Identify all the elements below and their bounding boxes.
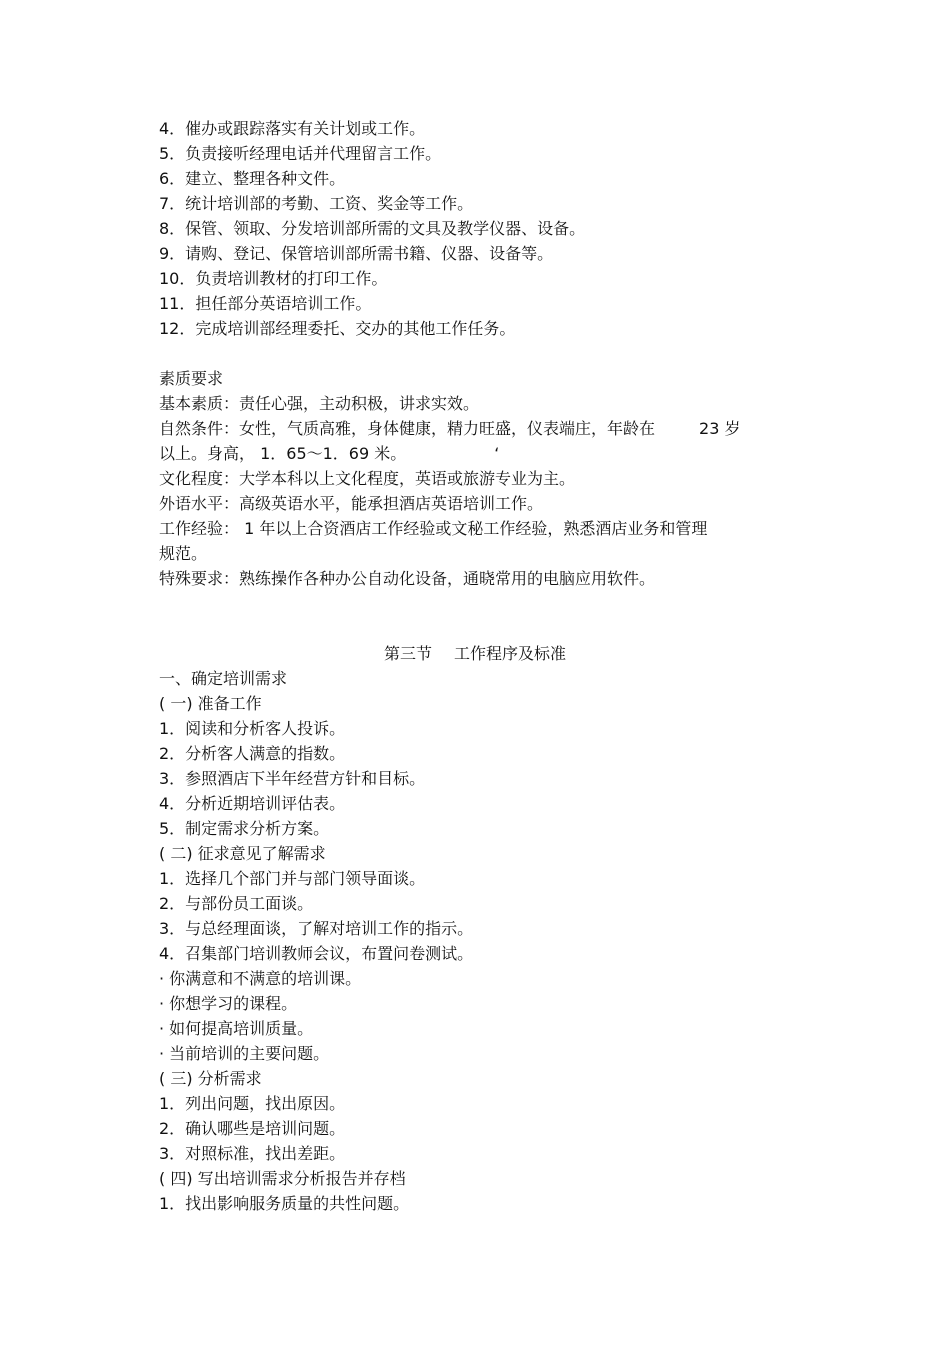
procedure-line: 3．对照标准，找出差距。	[159, 1144, 346, 1163]
procedure-line: ( 四) 写出培训需求分析报告并存档	[159, 1169, 406, 1188]
quality-basic: 基本素质：责任心强，主动积极，讲求实效。	[159, 394, 480, 413]
qualities-heading: 素质要求	[159, 369, 224, 388]
duty-item: 5．负责接听经理电话并代理留言工作。	[159, 144, 442, 163]
procedure-line: · 当前培训的主要问题。	[159, 1044, 330, 1063]
duty-item: 8．保管、领取、分发培训部所需的文具及教学仪器、设备。	[159, 219, 586, 238]
quality-experience: 工作经验： 1 年以上合资酒店工作经验或文秘工作经验，熟悉酒店业务和管理	[159, 519, 708, 538]
quality-education: 文化程度：大学本科以上文化程度，英语或旅游专业为主。	[159, 469, 576, 488]
procedure-line: · 如何提高培训质量。	[159, 1019, 314, 1038]
procedure-line: 1．阅读和分析客人投诉。	[159, 719, 346, 738]
procedure-line: 4．召集部门培训教师会议，布置问卷测试。	[159, 944, 474, 963]
section-title: 工作程序及标准	[454, 644, 567, 663]
duty-item: 4．催办或跟踪落实有关计划或工作。	[159, 119, 426, 138]
procedure-line: · 你满意和不满意的培训课。	[159, 969, 362, 988]
duty-item: 11．担任部分英语培训工作。	[159, 294, 372, 313]
procedure-line: 1．列出问题，找出原因。	[159, 1094, 346, 1113]
section-number: 第三节	[383, 644, 432, 663]
duty-item: 9．请购、登记、保管培训部所需书籍、仪器、设备等。	[159, 244, 554, 263]
quality-natural-height: 以上。身高， 1．65～1．69 米。	[159, 444, 407, 463]
duty-item: 12．完成培训部经理委托、交办的其他工作任务。	[159, 319, 516, 338]
procedure-line: 1．选择几个部门并与部门领导面谈。	[159, 869, 426, 888]
duty-item: 7．统计培训部的考勤、工资、奖金等工作。	[159, 194, 474, 213]
procedure-line: 3．与总经理面谈，了解对培训工作的指示。	[159, 919, 474, 938]
procedure-line: ( 三) 分析需求	[159, 1069, 262, 1088]
quality-natural-age: 23 岁	[699, 419, 741, 438]
quality-natural-text: 自然条件：女性，气质高雅，身体健康，精力旺盛，仪表端庄，年龄在	[159, 419, 656, 438]
procedure-line: ( 二) 征求意见了解需求	[159, 844, 326, 863]
duty-item: 6．建立、整理各种文件。	[159, 169, 346, 188]
procedure-line: · 你想学习的课程。	[159, 994, 298, 1013]
quality-natural-continued	[159, 444, 499, 464]
stray-mark: ‘	[494, 444, 500, 463]
duty-item: 10．负责培训教材的打印工作。	[159, 269, 388, 288]
procedure-line: 2．确认哪些是培训问题。	[159, 1119, 346, 1138]
quality-experience-continued: 规范。	[159, 544, 208, 563]
procedure-line: 2．与部份员工面谈。	[159, 894, 314, 913]
procedure-line: 5．制定需求分析方案。	[159, 819, 330, 838]
quality-language: 外语水平：高级英语水平，能承担酒店英语培训工作。	[159, 494, 544, 513]
procedure-line: ( 一) 准备工作	[159, 694, 262, 713]
procedure-line: 3．参照酒店下半年经营方针和目标。	[159, 769, 426, 788]
procedure-line: 1．找出影响服务质量的共性问题。	[159, 1194, 410, 1213]
quality-special: 特殊要求：熟练操作各种办公自动化设备，通晓常用的电脑应用软件。	[159, 569, 656, 588]
procedure-line: 一、确定培训需求	[159, 669, 288, 688]
procedure-line: 4．分析近期培训评估表。	[159, 794, 346, 813]
procedure-line: 2．分析客人满意的指数。	[159, 744, 346, 763]
quality-natural	[159, 419, 740, 439]
section-heading	[0, 644, 950, 664]
